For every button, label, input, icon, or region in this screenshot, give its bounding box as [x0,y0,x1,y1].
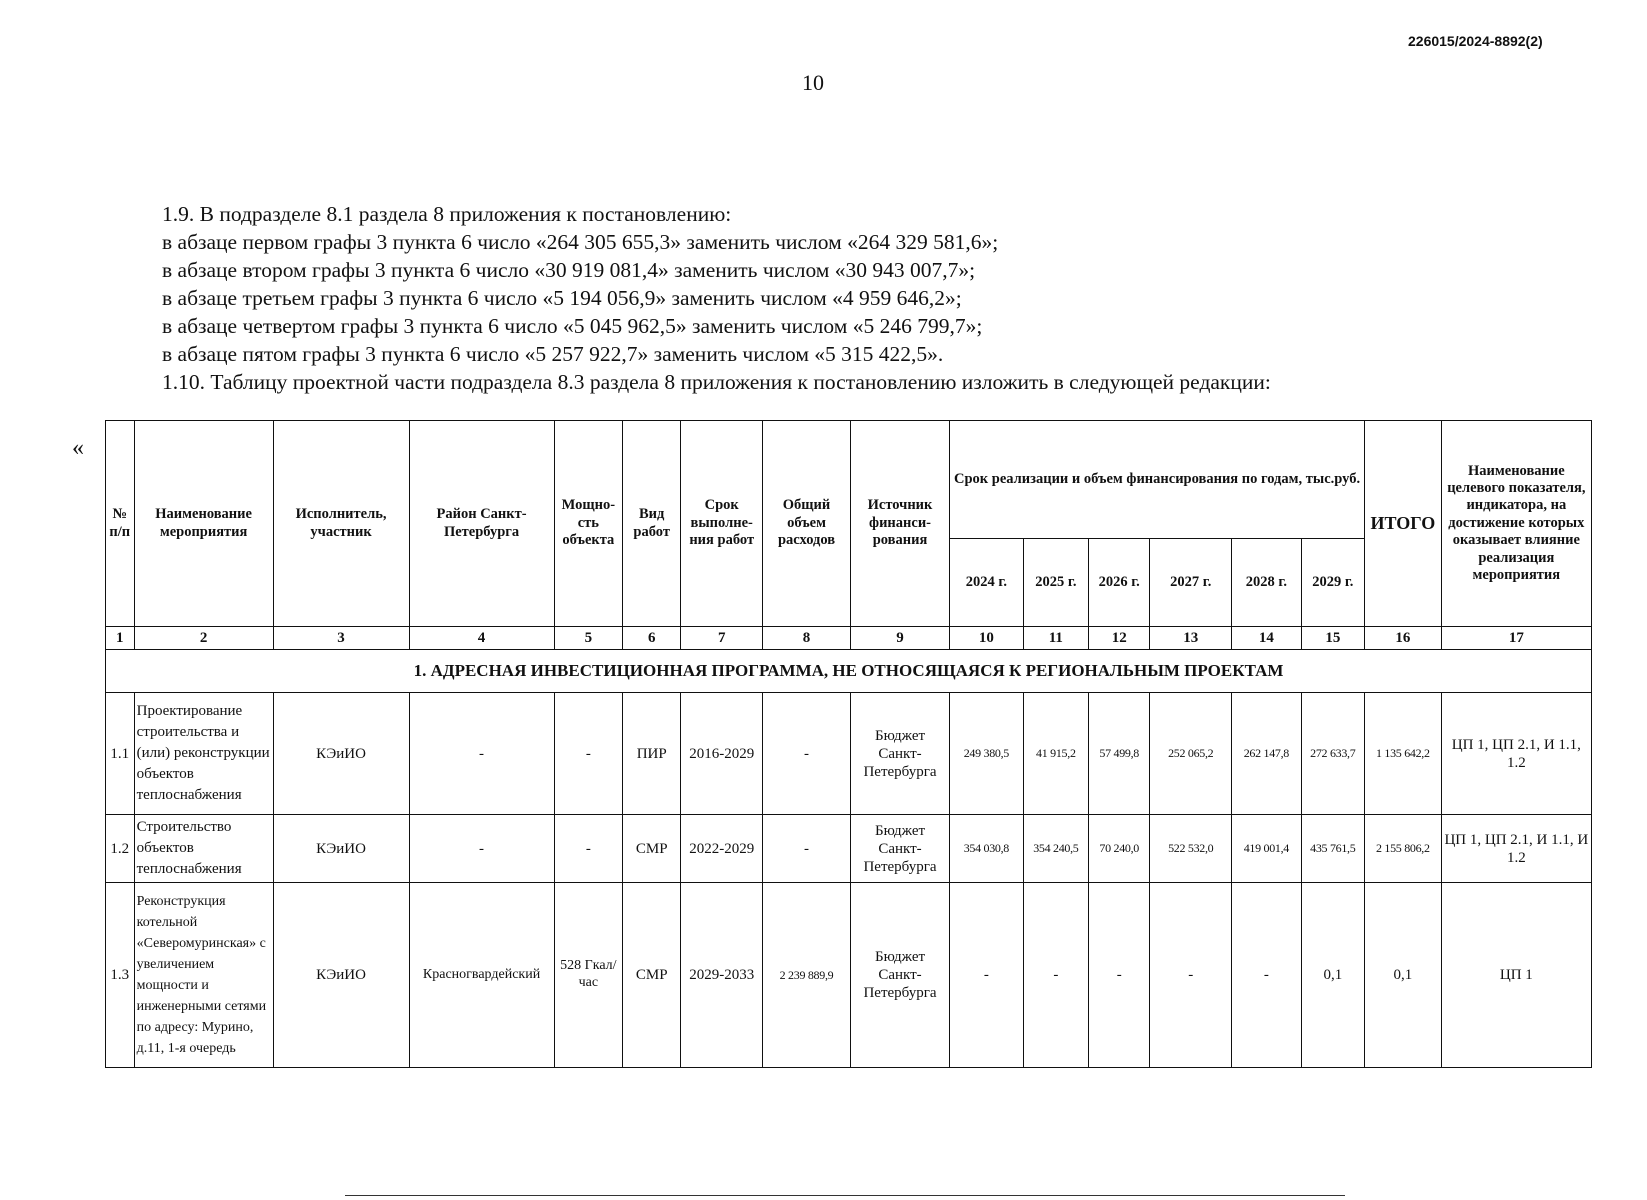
row-num: 1.3 [106,883,135,1068]
row-year-value: 435 761,5 [1301,815,1364,883]
column-number: 11 [1023,627,1088,650]
row-name: Проектирование строительства и (или) реконструкции объектов теплоснабжения [134,693,273,815]
document-id: 226015/2024-8892(2) [1408,33,1543,49]
row-year-value: 41 915,2 [1023,693,1088,815]
header-year: 2029 г. [1301,539,1364,627]
row-year-value: 252 065,2 [1150,693,1232,815]
row-term: 2016-2029 [681,693,763,815]
paragraph: в абзаце втором графы 3 пункта 6 число «30 919 081,4» заменить числом «30 943 007,7»; [162,258,976,282]
row-num: 1.2 [106,815,135,883]
row-term: 2029-2033 [681,883,763,1068]
row-name: Строительство объектов теплоснабжения [134,815,273,883]
column-number: 17 [1441,627,1591,650]
row-indicator: ЦП 1, ЦП 2.1, И 1.1, 1.2 [1441,693,1591,815]
row-num: 1.1 [106,693,135,815]
row-total: 1 135 642,2 [1365,693,1442,815]
row-year-value: 419 001,4 [1232,815,1301,883]
column-number: 9 [850,627,949,650]
column-number: 12 [1089,627,1150,650]
header-num: № п/п [106,421,135,627]
column-number: 8 [763,627,851,650]
header-source: Источник финанси-рования [850,421,949,627]
row-capacity: 528 Гкал/час [554,883,622,1068]
column-number: 4 [409,627,554,650]
column-number: 14 [1232,627,1301,650]
row-total: 0,1 [1365,883,1442,1068]
row-source: Бюджет Санкт-Петербурга [850,693,949,815]
row-district: - [409,693,554,815]
row-year-value: 70 240,0 [1089,815,1150,883]
header-term: Срок выполне-ния работ [681,421,763,627]
paragraph: 1.10. Таблицу проектной части подраздела 8.3 раздела 8 приложения к постановлению изложить в следующей редакции: [162,370,1271,394]
header-total-cost: Общий объем расходов [763,421,851,627]
bottom-rule [345,1195,1345,1196]
row-executor: КЭиИО [273,693,409,815]
header-year: 2025 г. [1023,539,1088,627]
row-year-value: 272 633,7 [1301,693,1364,815]
header-period-group: Срок реализации и объем финансирования по годам, тыс.руб. [950,421,1365,539]
section-row [106,650,1592,693]
row-year-value: 0,1 [1301,883,1364,1068]
column-number: 10 [950,627,1024,650]
row-year-value: 262 147,8 [1232,693,1301,815]
paragraph: в абзаце четвертом графы 3 пункта 6 число «5 045 962,5» заменить числом «5 246 799,7»; [162,314,983,338]
row-district: - [409,815,554,883]
section-title: 1. АДРЕСНАЯ ИНВЕСТИЦИОННАЯ ПРОГРАММА, НЕ ОТНОСЯЩАЯСЯ К РЕГИОНАЛЬНЫМ ПРОЕКТАМ [106,650,1592,693]
column-number: 2 [134,627,273,650]
row-year-value: - [950,883,1024,1068]
table-row [106,883,1592,1068]
paragraph: в абзаце первом графы 3 пункта 6 число «264 305 655,3» заменить числом «264 329 581,6»; [162,230,999,254]
column-number: 6 [623,627,681,650]
header-name: Наименование мероприятия [134,421,273,627]
paragraph: в абзаце пятом графы 3 пункта 6 число «5 257 922,7» заменить числом «5 315 422,5». [162,342,944,366]
row-executor: КЭиИО [273,883,409,1068]
row-source: Бюджет Санкт-Петербурга [850,815,949,883]
row-total: 2 155 806,2 [1365,815,1442,883]
paragraph: в абзаце третьем графы 3 пункта 6 число «5 194 056,9» заменить числом «4 959 646,2»; [162,286,962,310]
row-year-value: - [1089,883,1150,1068]
row-year-value: 249 380,5 [950,693,1024,815]
row-indicator: ЦП 1, ЦП 2.1, И 1.1, И 1.2 [1441,815,1591,883]
header-total: ИТОГО [1365,421,1442,627]
row-total-cost: 2 239 889,9 [763,883,851,1068]
header-indicator: Наименование целевого показателя, индикатора, на достижение которых оказывает влияние реализация мероприятия [1441,421,1591,627]
table-row [106,815,1592,883]
row-year-value: - [1150,883,1232,1068]
row-year-value: 354 240,5 [1023,815,1088,883]
row-source: Бюджет Санкт-Петербурга [850,883,949,1068]
header-year: 2028 г. [1232,539,1301,627]
row-total-cost: - [763,693,851,815]
column-number-row [106,627,1592,650]
column-number: 3 [273,627,409,650]
row-year-value: - [1232,883,1301,1068]
header-district: Район Санкт-Петербурга [409,421,554,627]
header-capacity: Мощно-сть объекта [554,421,622,627]
row-year-value: 354 030,8 [950,815,1024,883]
column-number: 16 [1365,627,1442,650]
row-work-type: СМР [623,883,681,1068]
page-number: 10 [802,70,824,95]
row-total-cost: - [763,815,851,883]
row-capacity: - [554,815,622,883]
column-number: 5 [554,627,622,650]
project-table [105,420,1592,1068]
row-executor: КЭиИО [273,815,409,883]
column-number: 7 [681,627,763,650]
header-year: 2024 г. [950,539,1024,627]
body-text [162,200,1602,396]
header-executor: Исполнитель, участник [273,421,409,627]
row-name: Реконструкция котельной «Северомуринская» с увеличением мощности и инженерными сетями по адресу: Мурино, д.11, 1-я очередь [134,883,273,1068]
row-work-type: СМР [623,815,681,883]
row-year-value: - [1023,883,1088,1068]
header-year: 2026 г. [1089,539,1150,627]
column-number: 15 [1301,627,1364,650]
header-work-type: Вид работ [623,421,681,627]
row-year-value: 522 532,0 [1150,815,1232,883]
row-capacity: - [554,693,622,815]
row-indicator: ЦП 1 [1441,883,1591,1068]
header-year: 2027 г. [1150,539,1232,627]
row-year-value: 57 499,8 [1089,693,1150,815]
open-quote: « [72,435,84,461]
row-district: Красногвардейский [409,883,554,1068]
row-work-type: ПИР [623,693,681,815]
paragraph: 1.9. В подразделе 8.1 раздела 8 приложения к постановлению: [162,202,732,226]
column-number: 1 [106,627,135,650]
table-row [106,693,1592,815]
column-number: 13 [1150,627,1232,650]
row-term: 2022-2029 [681,815,763,883]
